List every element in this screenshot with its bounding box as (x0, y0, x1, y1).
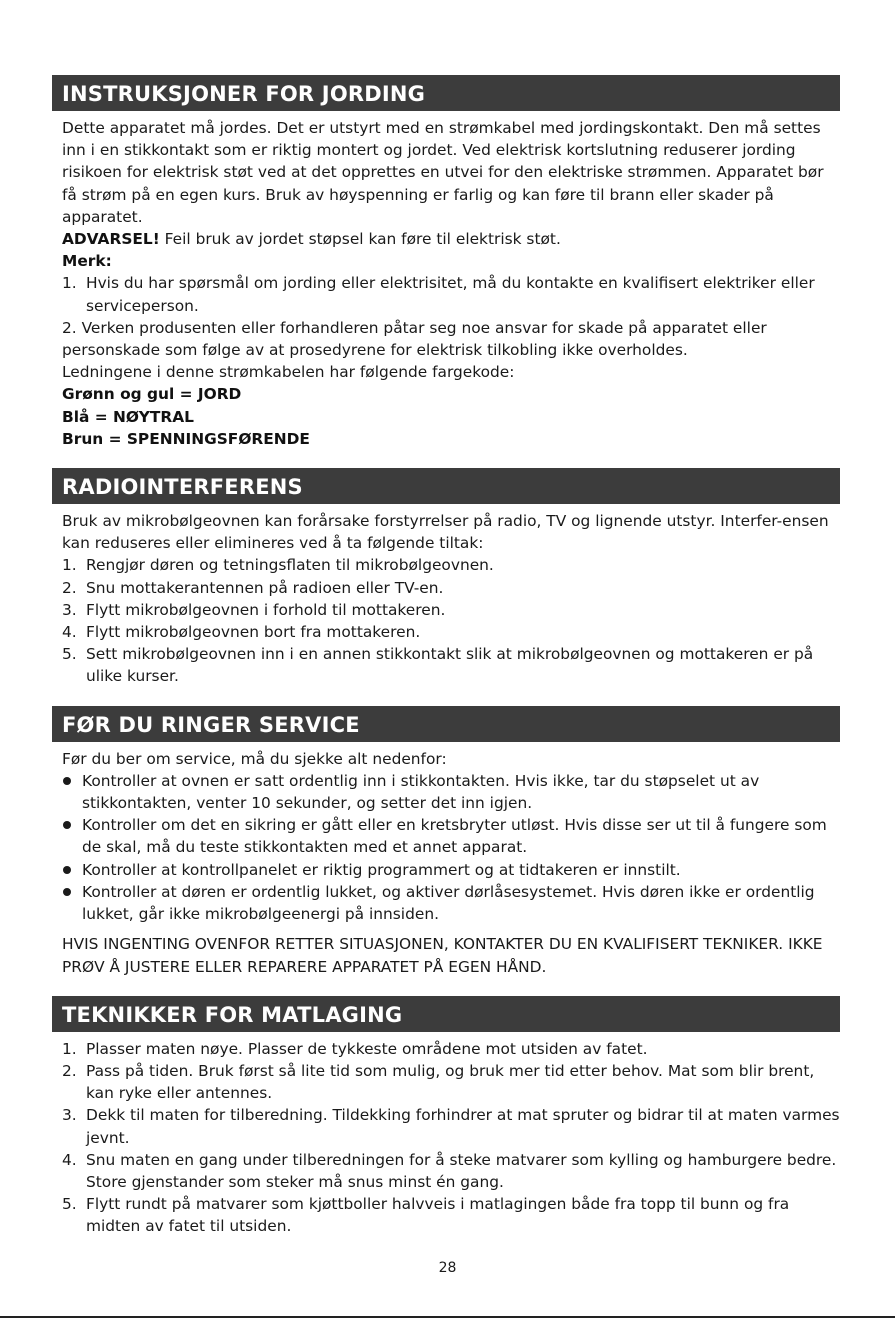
list-item-num: 5. (62, 645, 77, 664)
color-code-ground: Grønn og gul = JORD (62, 385, 242, 404)
list-item-text: Pass på tiden. Bruk først så lite tid som mulig, og bruk mer tid etter behov. Mat som blir brent, kan ryke eller antennes. (86, 1061, 815, 1103)
list-item (62, 621, 840, 643)
note-item-2: 2. Verken produsenten eller forhandleren påtar seg noe ansvar for skade på apparatet eller personskade som følge av at prosedyrene for elektrisk tilkobling ikke overholdes. (62, 318, 767, 360)
list-item (62, 1060, 840, 1104)
radio-intro: Bruk av mikrobølgeovnen kan forårsake forstyrrelser på radio, TV og lignende utstyr. Interfer-ensen kan reduseres eller elimineres ved å ta følgende tiltak: (62, 512, 829, 553)
list-item (62, 881, 840, 925)
service-intro: Før du ber om service, må du sjekke alt nedenfor: (62, 749, 447, 768)
list-item (62, 770, 840, 814)
list-item-text: Kontroller at kontrollpanelet er riktig programmert og at tidtakeren er innstilt. (82, 860, 681, 879)
bullet-icon (63, 866, 71, 874)
list-item-text: Kontroller at døren er ordentlig lukket, og aktiver dørlåsesystemet. Hvis døren ikke er ordentlig lukket, går ikke mikrobølgeenergi på innsiden. (82, 882, 815, 924)
list-item (62, 1149, 840, 1193)
list-item (62, 859, 840, 881)
section-heading-service: FØR DU RINGER SERVICE (52, 706, 840, 742)
note-label: Merk: (62, 252, 112, 271)
list-item (62, 1038, 840, 1060)
section-radio-interference (52, 468, 840, 688)
section-heading-cooking: TEKNIKKER FOR MATLAGING (52, 996, 840, 1032)
list-item-text: Snu maten en gang under tilberedningen for å steke matvarer som kylling og hamburgere bedre. Store gjenstander som steker må snus minst én gang. (86, 1150, 837, 1191)
warning-label: ADVARSEL! (62, 230, 160, 249)
list-item-text: Flytt mikrobølgeovnen i forhold til mottakeren. (86, 600, 446, 619)
list-item-text: Snu mottakerantennen på radioen eller TV-en. (86, 578, 444, 597)
list-item-num: 5. (62, 1195, 77, 1214)
list-item-text: Flytt rundt på matvarer som kjøttboller halvveis i matlagingen både fra topp til bunn og fra midten av fatet til utsiden. (86, 1195, 790, 1236)
list-item (62, 577, 840, 599)
bullet-icon (63, 777, 71, 785)
list-item (62, 554, 840, 576)
list-item-num: 1. (62, 556, 77, 575)
page-number: 28 (438, 1260, 457, 1276)
note-item-1-num: 1. (62, 274, 77, 293)
list-item-text: Flytt mikrobølgeovnen bort fra mottakeren. (86, 623, 421, 642)
bullet-icon (63, 888, 71, 896)
grounding-warning (62, 228, 840, 250)
list-item-text: Rengjør døren og tetningsflaten til mikrobølgeovnen. (86, 556, 494, 575)
note-item-1 (62, 272, 840, 316)
color-code-neutral: Blå = NØYTRAL (62, 407, 194, 426)
list-item (62, 1193, 840, 1237)
bottom-divider (0, 1316, 895, 1318)
list-item (62, 599, 840, 621)
color-code-intro: Ledningene i denne strømkabelen har følgende fargekode: (62, 363, 515, 382)
note-item-1-text: Hvis du har spørsmål om jording eller elektrisitet, må du kontakte en kvalifisert elektriker eller serviceperson. (86, 274, 815, 315)
list-item (62, 1104, 840, 1148)
list-item-text: Sett mikrobølgeovnen inn i en annen stikkontakt slik at mikrobølgeovnen og mottakeren er på ulike kurser. (86, 645, 814, 686)
list-item-num: 4. (62, 1150, 77, 1169)
section-grounding (52, 75, 840, 450)
section-heading-grounding: INSTRUKSJONER FOR JORDING (52, 75, 840, 111)
list-item-num: 2. (62, 578, 77, 597)
section-heading-radio: RADIOINTERFERENS (52, 468, 840, 504)
bullet-icon (63, 821, 71, 829)
list-item-num: 1. (62, 1039, 77, 1058)
list-item-num: 3. (62, 600, 77, 619)
grounding-intro: Dette apparatet må jordes. Det er utstyrt med en strømkabel med jordingskontakt. Den må settes inn i en stikkontakt som er riktig montert og jordet. Ved elektrisk kortslutning reduserer jording risikoen for elektrisk støt ved at det opprettes en utvei for den elektriske strømmen. Apparatet bør få strøm på en egen kurs. Bruk av høyspenning er farlig og kan føre til brann eller skader på apparatet. (62, 119, 824, 226)
list-item-num: 3. (62, 1106, 77, 1125)
list-item (62, 643, 840, 687)
color-code-live: Brun = SPENNINGSFØRENDE (62, 429, 310, 448)
list-item-num: 4. (62, 623, 77, 642)
list-item-num: 2. (62, 1061, 77, 1080)
list-item-text: Plasser maten nøye. Plasser de tykkeste områdene mot utsiden av fatet. (86, 1039, 648, 1058)
list-item (62, 814, 840, 858)
list-item-text: Kontroller at ovnen er satt ordentlig inn i stikkontakten. Hvis ikke, tar du støpselet ut av stikkontakten, venter 10 sekunder, og setter det inn igjen. (82, 771, 760, 813)
list-item-text: Dekk til maten for tilberedning. Tildekking forhindrer at mat spruter og bidrar til at maten varmes jevnt. (86, 1106, 840, 1147)
section-before-service (52, 706, 840, 978)
warning-text: Feil bruk av jordet støpsel kan føre til elektrisk støt. (159, 230, 561, 249)
manual-page (52, 75, 840, 1256)
section-cooking-techniques (52, 996, 840, 1238)
list-item-text: Kontroller om det en sikring er gått eller en kretsbryter utløst. Hvis disse ser ut til å fungere som de skal, må du teste stikkontakten med et annet apparat. (82, 816, 827, 857)
service-footer-note: HVIS INGENTING OVENFOR RETTER SITUASJONEN, KONTAKTER DU EN KVALIFISERT TEKNIKER. IKKE PRØV Å JUSTERE ELLER REPARERE APPARATET PÅ EGEN HÅND. (62, 935, 823, 976)
